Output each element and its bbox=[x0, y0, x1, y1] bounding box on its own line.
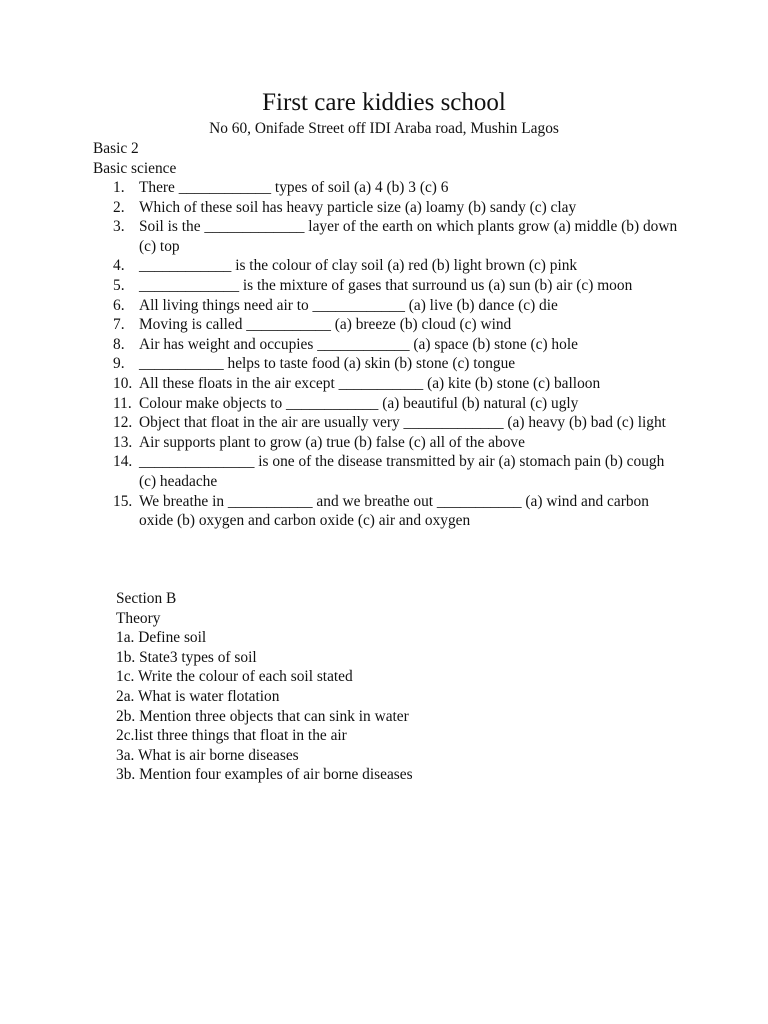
question-number: 15. bbox=[113, 492, 133, 510]
question-number: 7. bbox=[113, 316, 125, 334]
theory-item: 1c. Write the colour of each soil stated bbox=[116, 668, 353, 686]
theory-item: 2b. Mention three objects that can sink in water bbox=[116, 707, 409, 725]
question-number: 3. bbox=[113, 218, 125, 236]
question-item bbox=[113, 354, 678, 374]
question-text: There ____________ types of soil (a) 4 (b) 3 (c) 6 bbox=[139, 179, 449, 196]
question-item bbox=[113, 374, 678, 394]
theory-item: 3b. Mention four examples of air borne diseases bbox=[116, 766, 413, 784]
question-number: 13. bbox=[113, 433, 133, 451]
question-number: 2. bbox=[113, 198, 125, 216]
question-text: _____________ is the mixture of gases that surround us (a) sun (b) air (c) moon bbox=[139, 276, 633, 294]
question-number: 4. bbox=[113, 257, 125, 275]
question-item bbox=[113, 178, 678, 198]
class-label: Basic 2 bbox=[93, 140, 139, 157]
section-subheading: Theory bbox=[116, 609, 161, 627]
question-text: Soil is the _____________ layer of the earth on which plants grow (a) middle (b) down (c) top bbox=[139, 218, 678, 255]
question-item bbox=[113, 315, 678, 335]
question-item bbox=[113, 256, 678, 276]
question-number: 14. bbox=[113, 453, 133, 471]
exam-meta bbox=[93, 139, 176, 178]
theory-item: 2c.list three things that float in the air bbox=[116, 727, 347, 745]
question-text: Which of these soil has heavy particle size (a) loamy (b) sandy (c) clay bbox=[139, 198, 577, 216]
question-text: Air supports plant to grow (a) true (b) false (c) all of the above bbox=[139, 433, 525, 451]
question-number: 11. bbox=[113, 394, 132, 412]
question-number: 10. bbox=[113, 374, 133, 392]
question-item bbox=[113, 433, 678, 453]
school-title: First care kiddies school bbox=[262, 89, 506, 116]
theory-item: 2a. What is water flotation bbox=[116, 687, 280, 705]
question-number: 1. bbox=[113, 179, 125, 196]
question-number: 12. bbox=[113, 414, 133, 432]
question-text: Colour make objects to ____________ (a) beautiful (b) natural (c) ugly bbox=[139, 394, 579, 412]
question-text: Object that float in the air are usually very _____________ (a) heavy (b) bad (c) light bbox=[139, 414, 666, 432]
section-heading: Section B bbox=[116, 590, 177, 607]
question-item bbox=[113, 413, 678, 433]
question-text: All living things need air to ____________ (a) live (b) dance (c) die bbox=[139, 296, 558, 314]
question-text: ____________ is the colour of clay soil (a) red (b) light brown (c) pink bbox=[139, 257, 578, 275]
question-text: Moving is called ___________ (a) breeze (b) cloud (c) wind bbox=[139, 316, 512, 334]
question-item bbox=[113, 335, 678, 355]
question-item bbox=[113, 296, 678, 316]
question-number: 8. bbox=[113, 335, 125, 353]
question-item bbox=[113, 492, 678, 531]
question-number: 6. bbox=[113, 296, 125, 314]
question-number: 5. bbox=[113, 276, 125, 294]
question-text: ___________ helps to taste food (a) skin (b) stone (c) tongue bbox=[139, 355, 516, 373]
question-number: 9. bbox=[113, 355, 125, 373]
question-text: All these floats in the air except ___________ (a) kite (b) stone (c) balloon bbox=[139, 374, 601, 392]
question-item bbox=[113, 217, 678, 256]
school-address: No 60, Onifade Street off IDI Araba road, Mushin Lagos bbox=[209, 120, 559, 137]
question-text: Air has weight and occupies ____________ (a) space (b) stone (c) hole bbox=[139, 335, 578, 353]
question-item bbox=[113, 452, 678, 491]
question-text: We breathe in ___________ and we breathe out ___________ (a) wind and carbon oxide (b) oxygen and carbon oxide (c) air and oxygen bbox=[139, 492, 649, 530]
section-b bbox=[116, 589, 413, 785]
question-text: _______________ is one of the disease transmitted by air (a) stomach pain (b) cough (c) headache bbox=[139, 453, 665, 490]
question-list bbox=[113, 178, 678, 531]
question-item bbox=[113, 276, 678, 296]
theory-item: 1b. State3 types of soil bbox=[116, 648, 257, 666]
theory-item: 3a. What is air borne diseases bbox=[116, 746, 299, 764]
question-item bbox=[113, 394, 678, 414]
subject-label: Basic science bbox=[93, 159, 177, 177]
theory-item: 1a. Define soil bbox=[116, 629, 207, 647]
question-item bbox=[113, 198, 678, 218]
